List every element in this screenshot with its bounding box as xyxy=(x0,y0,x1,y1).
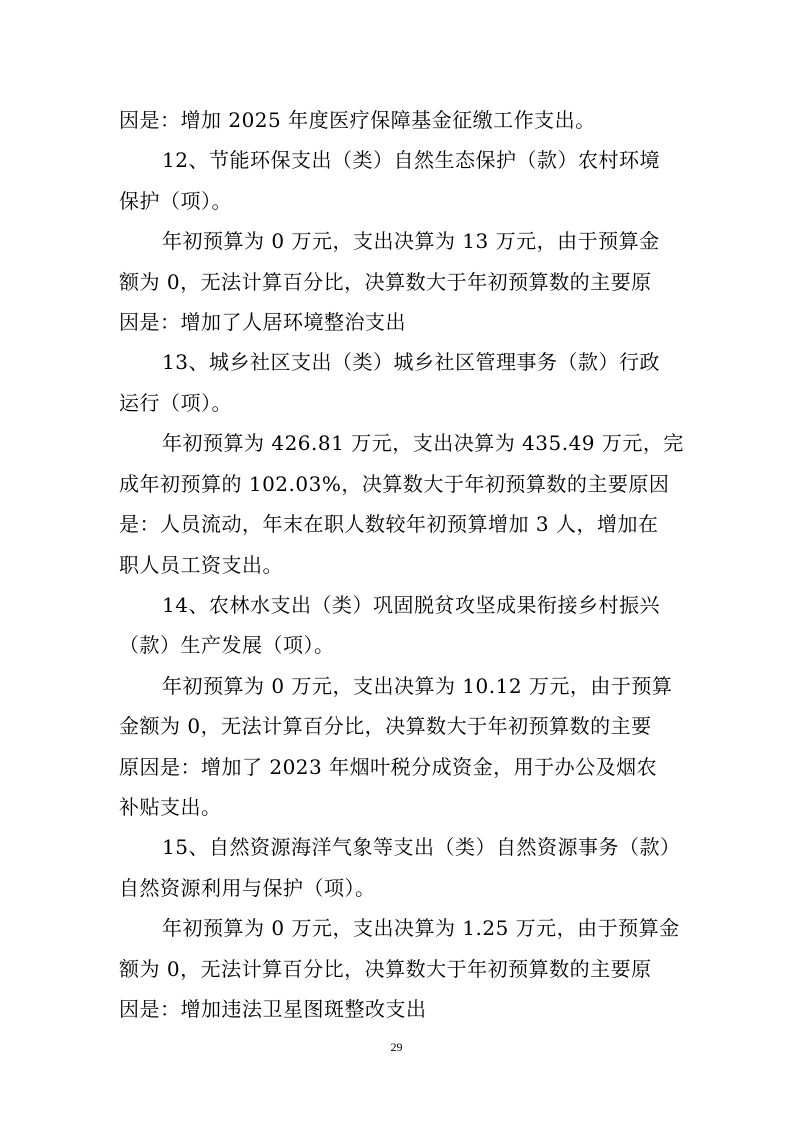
paragraph-line: 年初预算为 426.81 万元，支出决算为 435.49 万元，完 xyxy=(162,431,684,455)
paragraph-line: 成年初预算的 102.03%，决算数大于年初预算数的主要原因 xyxy=(119,472,670,496)
page-number: 29 xyxy=(390,1040,403,1054)
section-heading-line: 运行（项）。 xyxy=(119,391,232,415)
paragraph-line: 是：人员流动，年末在职人数较年初预算增加 3 人，增加在 xyxy=(119,512,659,536)
paragraph-line: 因是：增加 2025 年度医疗保障基金征缴工作支出。 xyxy=(119,108,596,132)
section-heading-line: 保护（项）。 xyxy=(119,189,232,213)
paragraph-line: 原因是：增加了 2023 年烟叶税分成资金，用于办公及烟农 xyxy=(119,755,658,779)
paragraph-line: 年初预算为 0 万元，支出决算为 10.12 万元，由于预算 xyxy=(162,674,673,698)
paragraph-line: 补贴支出。 xyxy=(119,795,222,819)
section-heading-line: 12、节能环保支出（类）自然生态保护（款）农村环境 xyxy=(162,148,660,172)
section-heading-line: 14、农林水支出（类）巩固脱贫攻坚成果衔接乡村振兴 xyxy=(162,593,660,617)
paragraph-line: 额为 0，无法计算百分比，决算数大于年初预算数的主要原 xyxy=(119,957,652,981)
paragraph-line: 职人员工资支出。 xyxy=(119,553,283,577)
paragraph-line: 因是：增加违法卫星图斑整改支出 xyxy=(119,997,427,1021)
paragraph-line: 因是：增加了人居环境整治支出 xyxy=(119,310,406,334)
paragraph-line: 年初预算为 0 万元，支出决算为 13 万元，由于预算金 xyxy=(162,229,660,253)
paragraph-line: 金额为 0，无法计算百分比，决算数大于年初预算数的主要 xyxy=(119,714,652,738)
paragraph-line: 额为 0，无法计算百分比，决算数大于年初预算数的主要原 xyxy=(119,270,652,294)
section-heading-line: 自然资源利用与保护（项）。 xyxy=(119,876,376,900)
section-heading-line: 15、自然资源海洋气象等支出（类）自然资源事务（款） xyxy=(162,835,681,859)
section-heading-line: 13、城乡社区支出（类）城乡社区管理事务（款）行政 xyxy=(162,350,660,374)
paragraph-line: 年初预算为 0 万元，支出决算为 1.25 万元，由于预算金 xyxy=(162,916,680,940)
section-heading-line: （款）生产发展（项）。 xyxy=(119,633,335,657)
